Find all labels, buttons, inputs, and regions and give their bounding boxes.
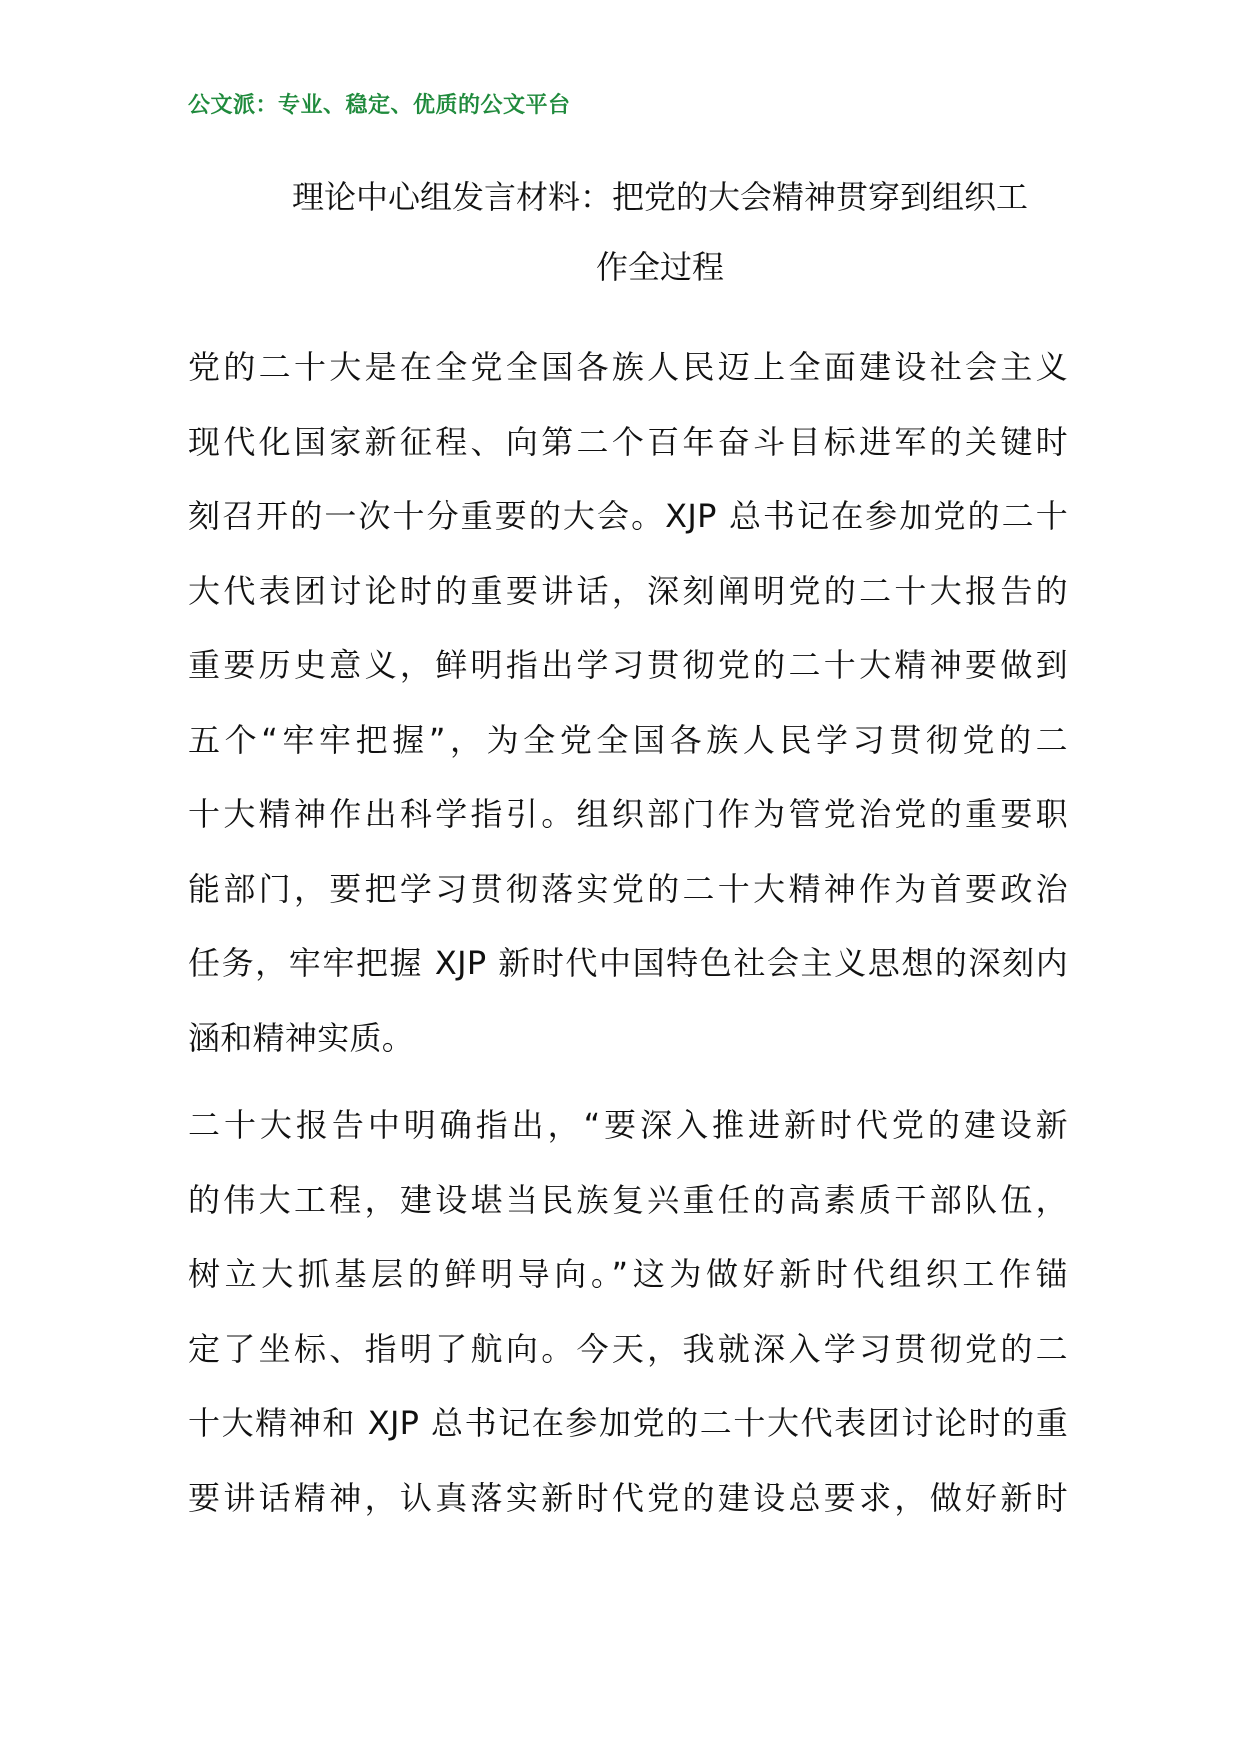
paragraph-2 [188, 1088, 1068, 1535]
paragraph-line: 大代表团讨论时的重要讲话，深刻阐明党的二十大报告的 [188, 571, 1068, 610]
paragraph-line: 的伟大工程，建设堪当民族复兴重任的高素质干部队伍， [188, 1180, 1068, 1219]
header-brand-text: 公文派：专业、稳定、优质的公文平台 [188, 93, 571, 118]
document-title [240, 162, 1080, 302]
paragraph-line: 十大精神和 XJP 总书记在参加党的二十大代表团讨论时的重 [188, 1404, 1068, 1442]
paragraph-line: 要讲话精神，认真落实新时代党的建设总要求，做好新时 [188, 1478, 1068, 1517]
paragraph-line: 树立大抓基层的鲜明导向。”这为做好新时代组织工作锚 [188, 1255, 1068, 1293]
paragraph-line: 能部门，要把学习贯彻落实党的二十大精神作为首要政治 [188, 869, 1068, 908]
paragraph-line: 刻召开的一次十分重要的大会。XJP 总书记在参加党的二十 [188, 497, 1068, 535]
paragraph-line: 重要历史意义，鲜明指出学习贯彻党的二十大精神要做到 [188, 646, 1068, 684]
paragraph-line: 任务，牢牢把握 XJP 新时代中国特色社会主义思想的深刻内 [188, 944, 1068, 982]
paragraph-1 [188, 330, 1068, 1075]
paragraph-line: 涵和精神实质。 [188, 1018, 415, 1057]
paragraph-line: 二十大报告中明确指出，“要深入推进新时代党的建设新 [188, 1106, 1068, 1144]
title-line: 理论中心组发言材料：把党的大会精神贯穿到组织工 [291, 178, 1028, 216]
paragraph-line: 党的二十大是在全党全国各族人民迈上全面建设社会主义 [188, 348, 1068, 386]
paragraph-line: 五个“牢牢把握”，为全党全国各族人民学习贯彻党的二 [188, 720, 1068, 759]
paragraph-line: 十大精神作出科学指引。组织部门作为管党治党的重要职 [188, 795, 1068, 833]
paragraph-line: 现代化国家新征程、向第二个百年奋斗目标进军的关键时 [188, 422, 1068, 461]
title-line: 作全过程 [595, 248, 724, 286]
paragraph-line: 定了坐标、指明了航向。今天，我就深入学习贯彻党的二 [188, 1329, 1068, 1368]
